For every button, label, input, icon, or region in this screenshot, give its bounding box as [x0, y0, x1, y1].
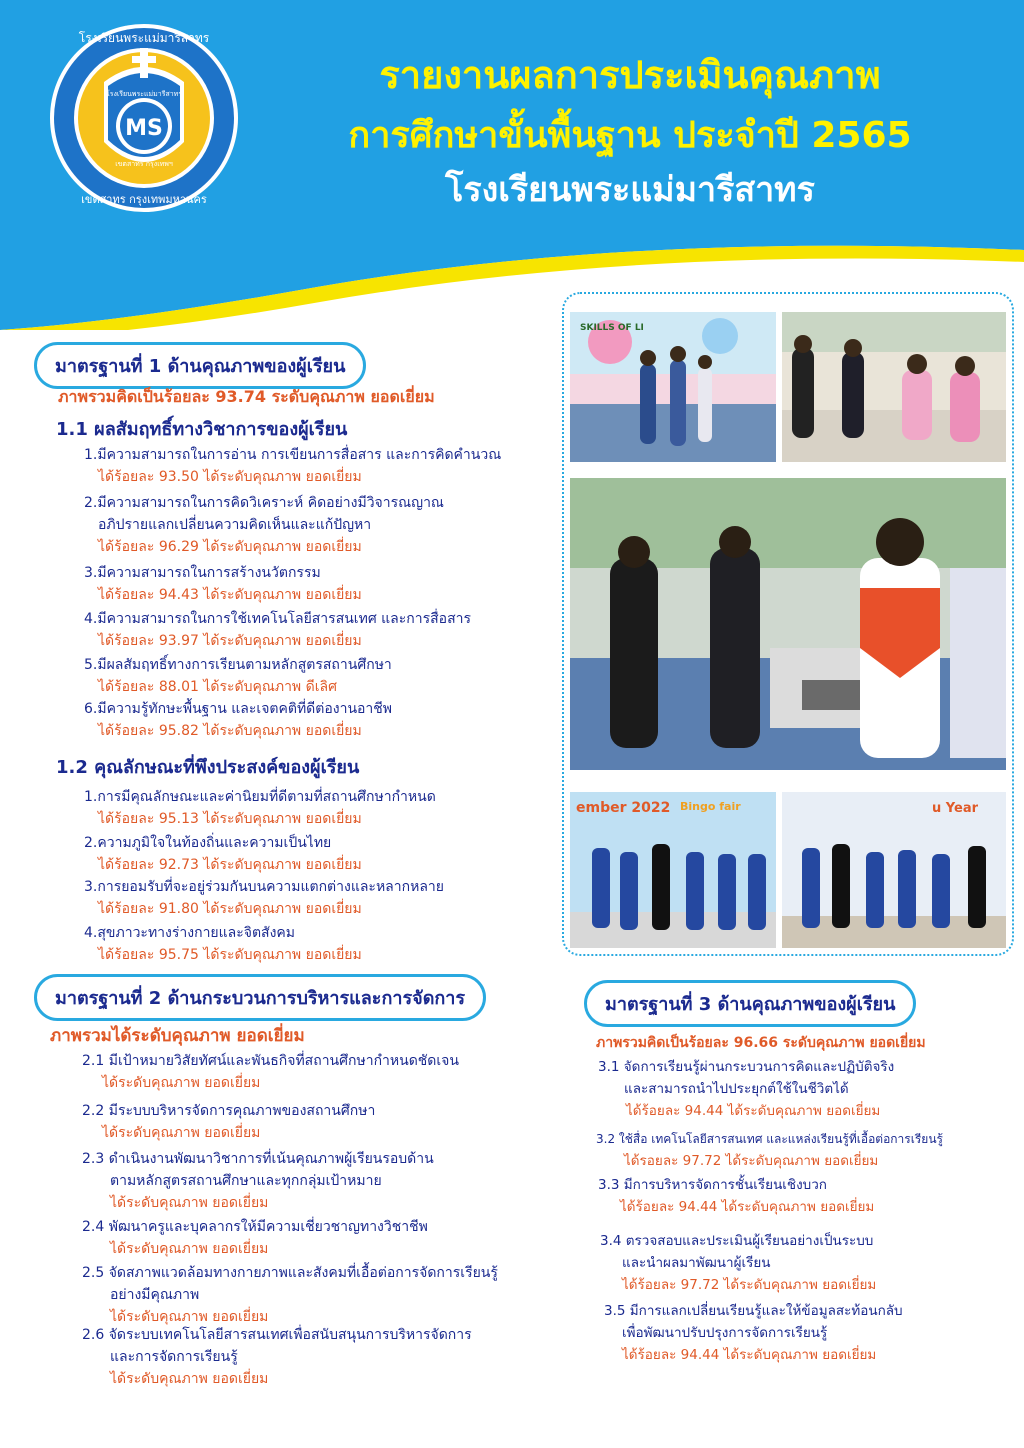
item-1-2-3 — [84, 876, 444, 920]
item-label: 3.2 ใช้สื่อ เทคโนโลยีสารสนเทศ และแหล่งเรียนรู้ที่เอื้อต่อการเรียนรู้ — [596, 1132, 943, 1146]
item-score: ได้ร้อยละ 94.44 ได้ระดับคุณภาพ ยอดเยี่ยม — [626, 1103, 881, 1119]
photo-music-performance — [570, 312, 776, 462]
item-label-continued: และสามารถนำไปประยุกต์ใช้ในชีวิตได้ — [624, 1081, 849, 1097]
item-label: 2.1 มีเป้าหมายวิสัยทัศน์และพันธกิจที่สถานศึกษากำหนดชัดเจน — [82, 1053, 459, 1069]
item-label: 2.2 มีระบบบริหารจัดการคุณภาพของสถานศึกษา — [82, 1103, 376, 1119]
item-2-1 — [82, 1050, 459, 1094]
report-title-line-2: การศึกษาขั้นพื้นฐาน ประจำปี 2565 — [348, 115, 912, 156]
photo-award-ceremony-2 — [782, 792, 1006, 948]
standard-1-title: มาตรฐานที่ 1 ด้านคุณภาพของผู้เรียน — [34, 342, 366, 389]
item-2-5 — [82, 1262, 498, 1328]
standard-2-title: มาตรฐานที่ 2 ด้านกระบวนการบริหารและการจัดการ — [34, 974, 486, 1021]
item-score: ได้ระดับคุณภาพ ยอดเยี่ยม — [110, 1241, 269, 1257]
item-score: ได้ร้อยละ 95.82 ได้ระดับคุณภาพ ยอดเยี่ยม — [98, 723, 362, 739]
item-label: 1.มีความสามารถในการอ่าน การเขียนการสื่อสาร และการคิดคำนวณ — [84, 447, 502, 463]
item-score: ได้ระดับคุณภาพ ยอดเยี่ยม — [110, 1371, 269, 1387]
item-score: ได้ร้อยละ 97.72 ได้ระดับคุณภาพ ยอดเยี่ยม — [622, 1277, 877, 1293]
item-3-3 — [598, 1174, 874, 1218]
item-label: 4.มีความสามารถในการใช้เทคโนโลยีสารสนเทศ และการสื่อสาร — [84, 611, 472, 627]
item-1-1-2 — [84, 492, 444, 558]
item-score: ได้ร้อยละ 95.13 ได้ระดับคุณภาพ ยอดเยี่ยม — [98, 811, 362, 827]
item-label: 2.6 จัดระบบเทคโนโลยีสารสนเทศเพื่อสนับสนุนการบริหารจัดการ — [82, 1327, 472, 1343]
item-label: 3.1 จัดการเรียนรู้ผ่านกระบวนการคิดและปฏิบัติจริง — [598, 1059, 895, 1075]
item-1-1-6 — [84, 698, 392, 742]
standard-2-overall: ภาพรวมได้ระดับคุณภาพ ยอดเยี่ยม — [50, 1026, 305, 1046]
item-label: 4.สุขภาวะทางร่างกายและจิตสังคม — [84, 925, 296, 941]
photo-award-ceremony-1 — [570, 792, 776, 948]
item-label: 3.มีความสามารถในการสร้างนวัตกรรม — [84, 565, 321, 581]
item-2-4 — [82, 1216, 428, 1260]
item-1-1-3 — [84, 562, 362, 606]
item-label: 3.การยอมรับที่จะอยู่ร่วมกันบนความแตกต่างและหลากหลาย — [84, 879, 444, 895]
photo-banner-left: ember 2022 — [576, 800, 671, 816]
photo-robotics-demo — [570, 478, 1006, 770]
item-label-continued: และการจัดการเรียนรู้ — [110, 1349, 238, 1365]
item-score: ได้ร้อยละ 94.44 ได้ระดับคุณภาพ ยอดเยี่ยม — [622, 1347, 877, 1363]
photo-banner-right: u Year — [932, 801, 979, 816]
item-label: 2.มีความสามารถในการคิดวิเคราะห์ คิดอย่างมีวิจารณญาณ — [84, 495, 444, 511]
report-title-line-1: รายงานผลการประเมินคุณภาพ — [379, 53, 881, 97]
item-2-3 — [82, 1148, 434, 1214]
logo-monogram: MS — [125, 116, 163, 141]
item-label: 6.มีความรู้ทักษะพื้นฐาน และเจตคติที่ดีต่องานอาชีพ — [84, 701, 393, 717]
item-label: 3.4 ตรวจสอบและประเมินผู้เรียนอย่างเป็นระบบ — [600, 1233, 874, 1249]
item-score: ได้ร้อยละ 91.80 ได้ระดับคุณภาพ ยอดเยี่ยม — [98, 901, 362, 917]
item-1-2-4 — [84, 922, 362, 966]
standard-3-title: มาตรฐานที่ 3 ด้านคุณภาพของผู้เรียน — [584, 980, 916, 1027]
photo-teachers-craft — [782, 312, 1006, 462]
standard-1-overall: ภาพรวมคิดเป็นร้อยละ 93.74 ระดับคุณภาพ ยอดเยี่ยม — [58, 387, 435, 406]
item-label-continued: และนำผลมาพัฒนาผู้เรียน — [622, 1255, 771, 1271]
item-label: 5.มีผลสัมฤทธิ์ทางการเรียนตามหลักสูตรสถานศึกษา — [84, 657, 392, 673]
item-score: ได้ร้อยละ 94.43 ได้ระดับคุณภาพ ยอดเยี่ยม — [98, 587, 362, 603]
item-label-continued: อภิปรายแลกเปลี่ยนความคิดเห็นและแก้ปัญหา — [98, 517, 372, 533]
section-1-1-title: 1.1 ผลสัมฤทธิ์ทางวิชาการของผู้เรียน — [56, 419, 348, 440]
item-2-2 — [82, 1100, 375, 1144]
item-3-4 — [600, 1230, 876, 1296]
logo-ring-bottom: เขตสาทร กรุงเทพมหานคร — [81, 193, 207, 206]
item-1-1-5 — [84, 654, 392, 698]
item-score: ได้ระดับคุณภาพ ยอดเยี่ยม — [110, 1195, 269, 1211]
section-1-2-title: 1.2 คุณลักษณะที่พึงประสงค์ของผู้เรียน — [56, 757, 360, 778]
item-score: ได้ระดับคุณภาพ ยอดเยี่ยม — [102, 1125, 261, 1141]
item-label-continued: เพื่อพัฒนาปรับปรุงการจัดการเรียนรู้ — [622, 1325, 828, 1341]
item-score: ได้ร้อยละ 92.73 ได้ระดับคุณภาพ ยอดเยี่ยม — [98, 857, 362, 873]
school-logo — [48, 22, 240, 214]
item-label-continued: ตามหลักสูตรสถานศึกษาและทุกกลุ่มเป้าหมาย — [110, 1173, 382, 1189]
item-label: 2.4 พัฒนาครูและบุคลากรให้มีความเชี่ยวชาญทางวิชาชีพ — [82, 1219, 428, 1235]
item-3-5 — [604, 1300, 903, 1366]
logo-inner-bottom: เขตสาทร กรุงเทพฯ — [115, 160, 173, 168]
item-1-1-4 — [84, 608, 471, 652]
item-score: ได้ร้อยละ 93.97 ได้ระดับคุณภาพ ยอดเยี่ยม — [98, 633, 362, 649]
standard-3-overall: ภาพรวมคิดเป็นร้อยละ 96.66 ระดับคุณภาพ ยอดเยี่ยม — [596, 1035, 926, 1051]
item-label-continued: อย่างมีคุณภาพ — [110, 1287, 200, 1303]
item-score: ได้ร้อยละ 95.75 ได้ระดับคุณภาพ ยอดเยี่ยม — [98, 947, 362, 963]
item-label: 2.5 จัดสภาพแวดล้อมทางกายภาพและสังคมที่เอื้อต่อการจัดการเรียนรู้ — [82, 1265, 498, 1281]
item-score: ได้ร้อยละ 88.01 ได้ระดับคุณภาพ ดีเลิศ — [98, 679, 337, 695]
item-1-2-1 — [84, 786, 436, 830]
photo-banner-mid: Bingo fair — [680, 800, 741, 813]
item-1-1-1 — [84, 444, 501, 488]
logo-ring-top: โรงเรียนพระแม่มารีสาทร — [78, 31, 210, 45]
item-label: 3.5 มีการแลกเปลี่ยนเรียนรู้และให้ข้อมูลสะท้อนกลับ — [604, 1303, 903, 1319]
photo-sign-text: SKILLS OF LI — [580, 323, 644, 333]
school-name-title: โรงเรียนพระแม่มารีสาทร — [445, 170, 815, 210]
item-3-1 — [598, 1056, 894, 1122]
item-score: ได้ร้อยละ 93.50 ได้ระดับคุณภาพ ยอดเยี่ยม — [98, 469, 362, 485]
item-score: ได้รอยละ 97.72 ได้ระดับคุณภาพ ยอดเยี่ยม — [624, 1153, 879, 1169]
item-label: 1.การมีคุณลักษณะและค่านิยมที่ดีตามที่สถานศึกษากำหนด — [84, 789, 436, 805]
item-score: ได้ระดับคุณภาพ ยอดเยี่ยม — [110, 1309, 269, 1325]
logo-inner-top: โรงเรียนพระแม่มารีสาทร — [105, 90, 183, 98]
item-label: 2.3 ดำเนินงานพัฒนาวิชาการที่เน้นคุณภาพผู้เรียนรอบด้าน — [82, 1151, 434, 1167]
item-label: 3.3 มีการบริหารจัดการชั้นเรียนเชิงบวก — [598, 1177, 827, 1193]
item-label: 2.ความภูมิใจในท้องถิ่นและความเป็นไทย — [84, 835, 332, 851]
item-score: ได้ร้อยละ 94.44 ได้ระดับคุณภาพ ยอดเยี่ยม — [620, 1199, 875, 1215]
item-score: ได้ระดับคุณภาพ ยอดเยี่ยม — [102, 1075, 261, 1091]
item-score: ได้ร้อยละ 96.29 ได้ระดับคุณภาพ ยอดเยี่ยม — [98, 539, 362, 555]
item-1-2-2 — [84, 832, 362, 876]
item-2-6 — [82, 1324, 472, 1390]
item-3-2 — [596, 1128, 943, 1172]
